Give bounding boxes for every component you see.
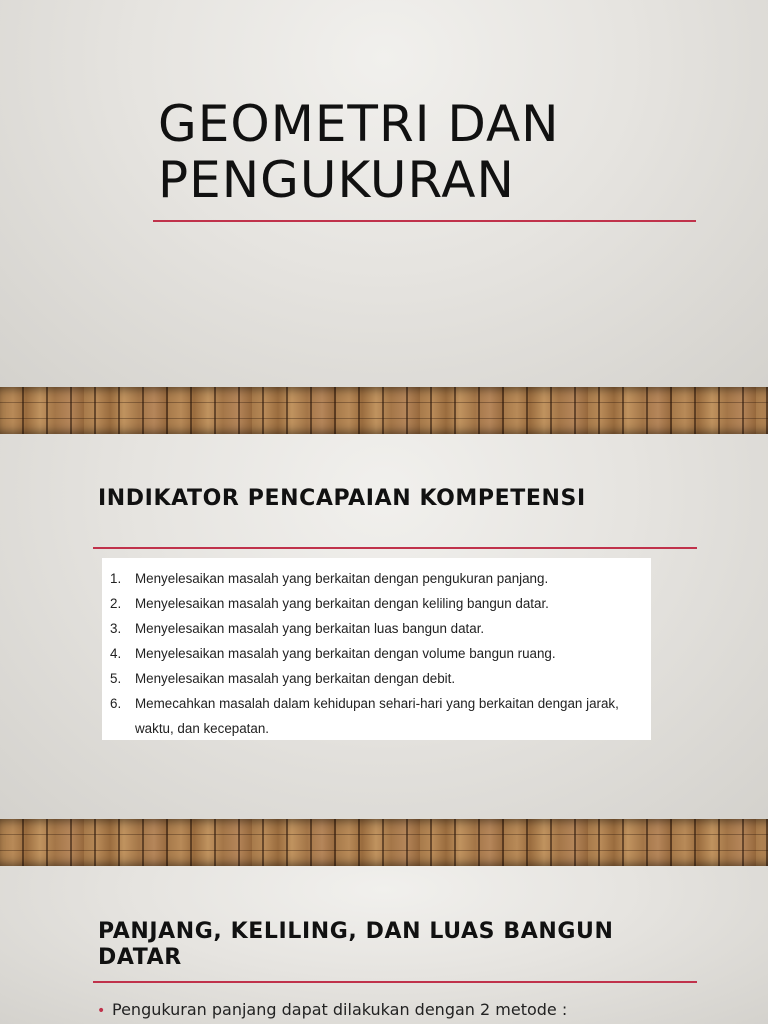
wood-floor-divider xyxy=(0,819,768,866)
title-line-2: PENGUKURAN xyxy=(158,151,515,209)
list-item-text: Menyelesaikan masalah yang berkaitan dengan volume bangun ruang. xyxy=(135,646,556,661)
list-item-text: Memecahkan masalah dalam kehidupan sehari-hari yang berkaitan dengan jarak, waktu, dan kecepatan. xyxy=(135,696,619,736)
list-item-number: 2. xyxy=(110,596,122,611)
list-item xyxy=(110,666,639,691)
list-item-number: 5. xyxy=(110,671,122,686)
list-item-number: 4. xyxy=(110,646,122,661)
indicators-list xyxy=(110,566,639,741)
wood-floor-divider xyxy=(0,387,768,434)
heading-line-2: DATAR xyxy=(98,945,182,970)
list-item xyxy=(110,616,639,641)
list-item-number: 3. xyxy=(110,621,122,636)
list-item-number: 1. xyxy=(110,571,122,586)
indicators-divider xyxy=(93,547,697,549)
length-area-heading xyxy=(98,919,698,971)
list-item-text: Menyelesaikan masalah yang berkaitan dengan pengukuran panjang. xyxy=(135,571,549,586)
list-item xyxy=(110,566,639,591)
list-item-text: Menyelesaikan masalah yang berkaitan luas bangun datar. xyxy=(135,621,485,636)
slide-title xyxy=(0,0,768,387)
length-area-divider xyxy=(93,981,697,983)
list-item-text: Menyelesaikan masalah yang berkaitan dengan debit. xyxy=(135,671,456,686)
bullet-item xyxy=(97,1000,567,1019)
bullet-text: Pengukuran panjang dapat dilakukan dengan 2 metode : xyxy=(112,1000,568,1019)
title-line-1: GEOMETRI DAN xyxy=(158,95,560,153)
list-item-number: 6. xyxy=(110,696,122,711)
list-item-text: Menyelesaikan masalah yang berkaitan dengan keliling bangun datar. xyxy=(135,596,549,611)
slide-title-heading xyxy=(158,96,718,208)
indicators-heading: INDIKATOR PENCAPAIAN KOMPETENSI xyxy=(98,486,586,511)
title-divider xyxy=(153,220,696,222)
list-item xyxy=(110,591,639,616)
heading-line-1: PANJANG, KELILING, DAN LUAS BANGUN xyxy=(98,919,614,944)
list-item xyxy=(110,641,639,666)
list-item xyxy=(110,691,639,741)
indicators-list-box xyxy=(102,558,651,740)
bullet-dot-icon: • xyxy=(97,1003,106,1019)
